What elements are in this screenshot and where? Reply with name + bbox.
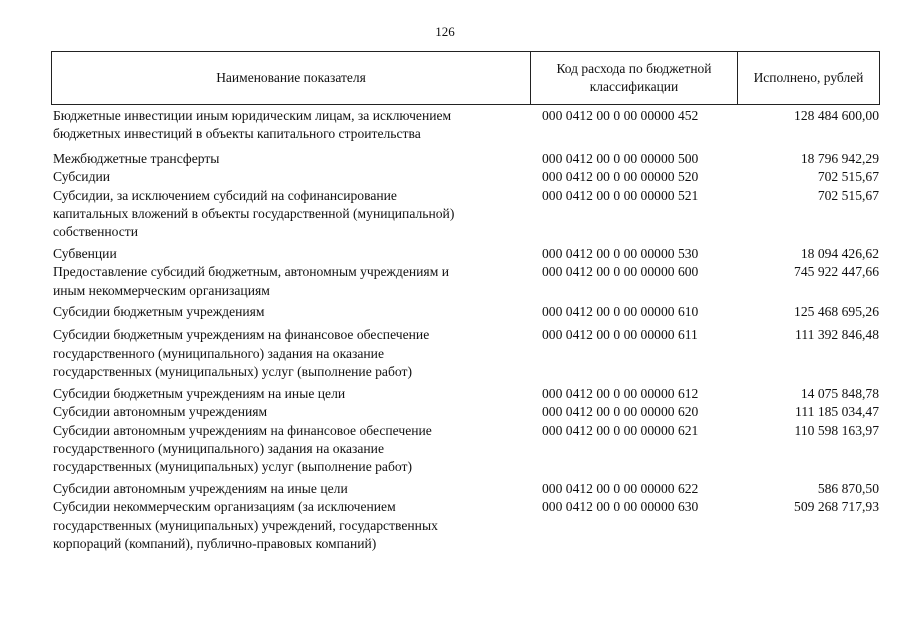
row-name: Субсидии, за исключением субсидий на софинансирование капитальных вложений в объекты государственной (муниципальной) собственности (53, 187, 455, 240)
row-code: 000 0412 00 0 00 00000 630 (542, 499, 699, 515)
row-amount: 14 075 848,78 (800, 385, 879, 401)
table-header (51, 51, 880, 105)
row-code: 000 0412 00 0 00 00000 622 (542, 480, 699, 496)
row-code: 000 0412 00 0 00 00000 600 (542, 264, 699, 280)
column-header-name: Наименование показателя (216, 70, 366, 85)
row-name: Субсидии бюджетным учреждениям на финансовое обеспечение государственного (муниципального) задания на оказание государственных (муниципальных) услуг (выполнение работ) (53, 327, 430, 380)
row-code: 000 0412 00 0 00 00000 620 (542, 404, 699, 420)
table-row (53, 422, 879, 477)
row-name: Субсидии бюджетным учреждениям (53, 304, 265, 320)
row-amount: 111 185 034,47 (795, 404, 879, 420)
table-row (53, 477, 879, 498)
row-code: 000 0412 00 0 00 00000 610 (542, 304, 699, 320)
row-name: Бюджетные инвестиции иным юридическим лицам, за исключением бюджетных инвестиций в объекты капитального строительства (53, 108, 452, 142)
row-code: 000 0412 00 0 00 00000 520 (542, 169, 699, 185)
table-row (53, 382, 879, 403)
row-code: 000 0412 00 0 00 00000 621 (542, 422, 699, 438)
row-code: 000 0412 00 0 00 00000 530 (542, 245, 699, 261)
table-row (53, 403, 879, 421)
row-name: Субсидии некоммерческим организациям (за исключением государственных (муниципальных) учреждений, государственных корпораций (компаний), публично-правовых компаний) (53, 499, 438, 551)
row-amount: 586 870,50 (817, 480, 879, 496)
row-name: Субвенции (53, 245, 117, 261)
table-body (53, 104, 879, 553)
table-row (53, 104, 879, 144)
table-row (53, 242, 879, 263)
row-name: Межбюджетные трансферты (53, 150, 220, 166)
row-amount: 702 515,67 (817, 187, 879, 203)
table-row (53, 168, 879, 186)
row-name: Субсидии (53, 169, 111, 185)
row-code: 000 0412 00 0 00 00000 611 (542, 327, 698, 343)
row-amount: 18 796 942,29 (800, 150, 879, 166)
row-name: Субсидии автономным учреждениям (53, 404, 268, 420)
table-row (53, 498, 879, 553)
column-header-amount: Исполнено, рублей (737, 52, 879, 104)
table-row (53, 144, 879, 168)
row-code: 000 0412 00 0 00 00000 452 (542, 108, 699, 123)
row-amount: 702 515,67 (817, 169, 879, 185)
row-name: Субсидии автономным учреждениям на иные цели (53, 480, 348, 496)
row-amount: 111 392 846,48 (795, 327, 879, 343)
row-amount: 745 922 447,66 (794, 264, 879, 280)
row-amount: 509 268 717,93 (794, 499, 879, 515)
row-amount: 110 598 163,97 (794, 422, 879, 438)
row-amount: 125 468 695,26 (794, 304, 879, 320)
row-code: 000 0412 00 0 00 00000 521 (542, 187, 699, 203)
row-amount: 128 484 600,00 (794, 108, 879, 123)
row-name: Субсидии автономным учреждениям на финансовое обеспечение государственного (муниципального) задания на оказание государственных (муниципальных) услуг (выполнение работ) (53, 422, 432, 475)
row-name: Субсидии бюджетным учреждениям на иные цели (53, 385, 346, 401)
table-row (53, 321, 879, 381)
page-number: 126 (435, 24, 455, 39)
row-name: Предоставление субсидий бюджетным, автономным учреждениям и иным некоммерческим организациям (53, 264, 449, 298)
column-header-code: Код расхода по бюджетной классификации (530, 52, 737, 104)
row-amount: 18 094 426,62 (800, 245, 879, 261)
row-code: 000 0412 00 0 00 00000 612 (542, 385, 699, 401)
table-row (53, 300, 879, 321)
table-row (53, 263, 879, 300)
row-code: 000 0412 00 0 00 00000 500 (542, 150, 699, 166)
table-row (53, 187, 879, 242)
